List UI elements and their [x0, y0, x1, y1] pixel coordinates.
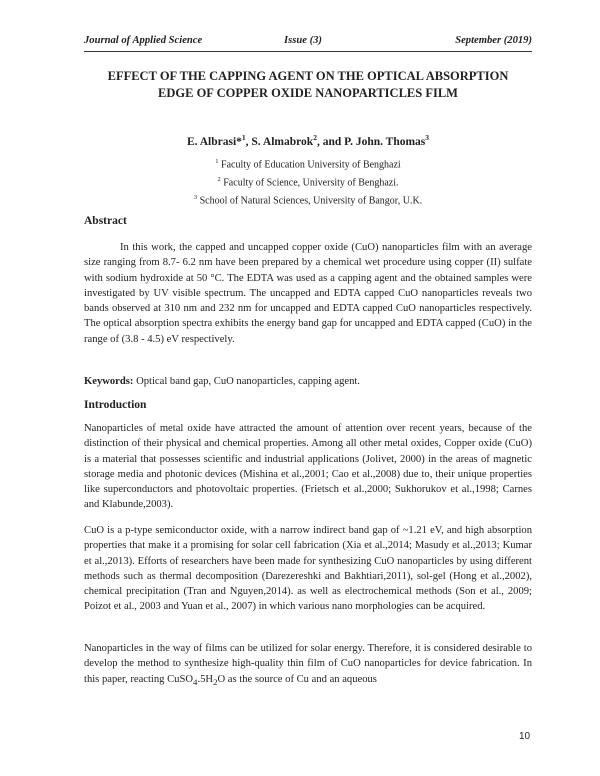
keywords-label: Keywords: [84, 376, 134, 387]
affiliation-text: School of Natural Sciences, University of Bangor, U.K. [199, 194, 423, 206]
introduction-heading: Introduction [84, 399, 147, 411]
affiliation-3 [84, 191, 532, 209]
journal-name: Journal of Applied Science [84, 35, 203, 46]
keywords-text: Optical band gap, CuO nanoparticles, capping agent. [133, 376, 360, 387]
affiliation-1 [84, 155, 532, 173]
affiliation-text: Faculty of Education University of Benghazi [221, 159, 401, 171]
paper-title [84, 68, 532, 102]
author-2-affil: 2 [313, 133, 317, 142]
intro-paragraph-1: Nanoparticles of metal oxide have attracted the amount of attention over recent years, because of the distinction of their physical and chemical properties. Among all other metal oxides, Copper oxide (CuO) is a material that possesses scientific and industrial applications (Jolivet, 2000) in the areas of magnetic storage media and photonic devices (Mishina et al.,2001; Cao et al.,2008) due to, their unique properties like superconductors and photovoltaic properties. (Frietsch et al.,2000; Sukhorukov et al.,1998; Carnes and Klabunde,2003). [84, 423, 532, 511]
author-separator: , [245, 135, 252, 148]
abstract-body: In this work, the capped and uncapped copper oxide (CuO) nanoparticles film with an average size ranging from 8.7- 6.2 nm have been prepared by a chemical wet procedure using copper (II) sulfate with sodium hydroxide at 50 °C. The EDTA was used as a capping agent and the obtained samples were investigated by UV visible spectrum. The uncapped and EDTA capped CuO nanoparticles reveals two bands observed at 310 nm and 232 nm for uncapped and EDTA capped CuO nanoparticles respectively. The optical absorption spectra exhibits the energy band gap for uncapped and EDTA capped (CuO) in the range of (3.8 - 4.5) eV respectively. [84, 242, 532, 345]
affiliation-2 [84, 173, 532, 191]
author-3-affil: 3 [425, 133, 430, 142]
affiliation-marker: 3 [193, 193, 198, 201]
author-separator: , and [316, 135, 345, 148]
subscript: 2 [213, 676, 218, 687]
affiliation-marker: 1 [215, 158, 219, 165]
title-line-2: EDGE OF COPPER OXIDE NANOPARTICLES FILM [158, 86, 458, 100]
issue-number: Issue (3) [284, 35, 322, 46]
title-line-1: EFFECT OF THE CAPPING AGENT ON THE OPTICAL ABSORPTION [107, 69, 509, 83]
intro-p3-text: Nanoparticles in the way of films can be utilized for solar energy. Therefore, it is considered desirable to develop the method to synthesize high-quality thin film of CuO nanoparticles for device fabrication. In this paper, reacting CuSO [84, 643, 532, 685]
intro-p3-text: .5H [197, 673, 214, 685]
intro-paragraph-3 [84, 641, 532, 690]
issue-date: September (2019) [455, 35, 532, 46]
keywords [84, 374, 532, 389]
author-list [84, 133, 532, 148]
page-number: 10 [519, 731, 531, 742]
intro-paragraph-2: CuO is a p-type semiconductor oxide, with a narrow indirect band gap of ~1.21 eV, and high absorption properties that make it a promising for solar cell fabrication (Xia et al.,2014; Masudy et al.,2013; Kumar et al.,2013). Efforts of researchers have been made for synthesizing CuO nanoparticles by using different methods such as thermal decomposition (Darezereshki and Bakhtiari,2011), sol-gel (Hong et al.,2002), chemical precipitation (Tran and Nguyen,2014). as well as electrochemical methods (Son et al., 2009; Poizot et al., 2003 and Yuan et al., 2007) in which various nano morphologies can be acquired. [84, 525, 532, 613]
author-1: E. Albrasi* [186, 135, 242, 148]
affiliation-marker: 2 [217, 175, 221, 183]
author-1-affil: 1 [241, 133, 246, 142]
intro-p3-text: O as the source of Cu and an aqueous [217, 673, 377, 685]
abstract-heading: Abstract [84, 215, 127, 227]
affiliation-text: Faculty of Science, University of Benghazi. [223, 177, 399, 189]
affiliation-list [84, 155, 532, 208]
author-3: P. John. Thomas [344, 135, 426, 148]
subscript: 4 [193, 676, 198, 687]
running-header [84, 35, 532, 52]
author-2: S. Almabrok [251, 135, 314, 148]
